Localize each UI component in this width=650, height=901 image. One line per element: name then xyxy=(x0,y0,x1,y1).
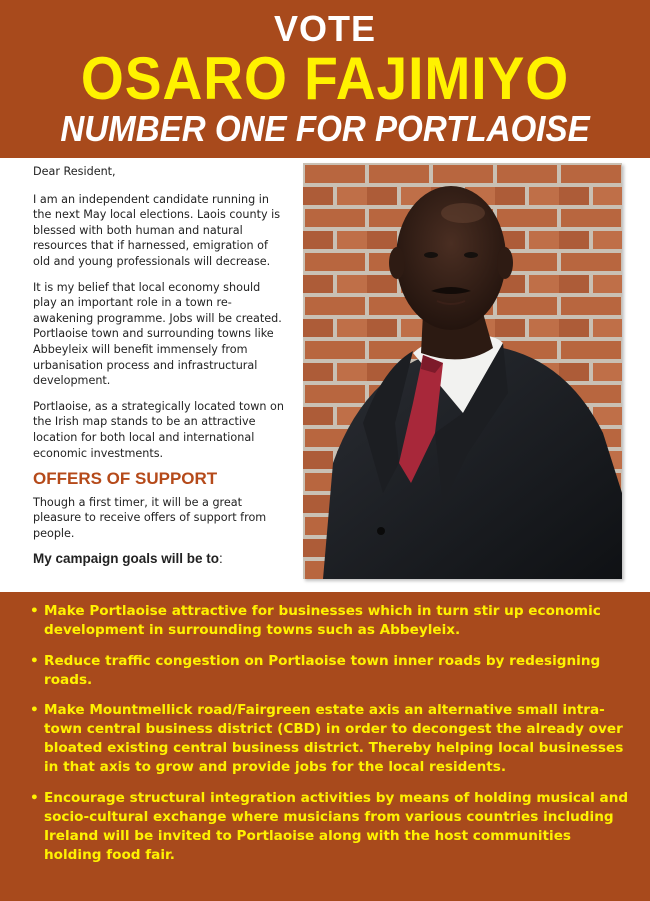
offers-heading: OFFERS OF SUPPORT xyxy=(33,469,218,489)
letter-paragraph: Portlaoise, as a strategically located town on the Irish map stands to be an attractive location for both local and international economic investments. xyxy=(33,399,284,460)
candidate-photo xyxy=(303,163,622,579)
offers-text: Though a first timer, it will be a great pleasure to receive offers of support from people. xyxy=(33,495,267,540)
tagline: NUMBER ONE FOR PORTLAOISE xyxy=(60,108,590,149)
goal-text: Make Mountmellick road/Fairgreen estate axis an alternative small intra-town central business district (CBD) in order to decongest the already over bloated existing central business district. Thereby helping local businesses in that axis to grow and provide jobs for the local residents. xyxy=(44,702,624,775)
campaign-goals-section xyxy=(0,592,650,901)
candidate-name: OSARO FAJIMIYO xyxy=(80,45,570,112)
candidate-portrait-illustration xyxy=(303,163,622,579)
salutation: Dear Resident, xyxy=(33,165,116,178)
goal-item xyxy=(30,701,630,777)
vote-heading: VOTE xyxy=(273,8,376,49)
goal-text: Make Portlaoise attractive for businesses which in turn stir up economic development in surrounding towns such as Abbeyleix. xyxy=(44,603,601,638)
goal-text: Encourage structural integration activities by means of holding musical and socio-cultural exchange where musicians from various countries including Ireland will be invited to Portlaoise along with the host communities holding food fair. xyxy=(44,790,629,863)
goals-intro-colon: : xyxy=(219,551,223,567)
letter-paragraph: I am an independent candidate running in the next May local elections. Laois county is blessed with both human and natural resources that if harnessed, emigration of old and young professionals will decrease. xyxy=(33,192,281,268)
header-banner xyxy=(0,0,650,158)
goal-bullet: • xyxy=(30,653,39,669)
letter-paragraph: It is my belief that local economy should play an important role in a town re-awakening programme. Jobs will be created. Portlaoise town and surrounding towns like Abbeyleix will benefit immensely from urbanisation process and infrastructural development. xyxy=(33,280,282,388)
goal-item xyxy=(30,789,630,865)
goal-bullet: • xyxy=(30,702,39,718)
goal-item xyxy=(30,652,630,690)
goals-intro-text: My campaign goals will be to xyxy=(33,551,220,567)
goal-bullet: • xyxy=(30,603,39,619)
letter-body xyxy=(33,164,285,567)
goal-text: Reduce traffic congestion on Portlaoise town inner roads by redesigning roads. xyxy=(44,653,601,688)
goals-intro xyxy=(33,551,285,567)
goal-item xyxy=(30,602,630,640)
goal-bullet: • xyxy=(30,790,39,806)
